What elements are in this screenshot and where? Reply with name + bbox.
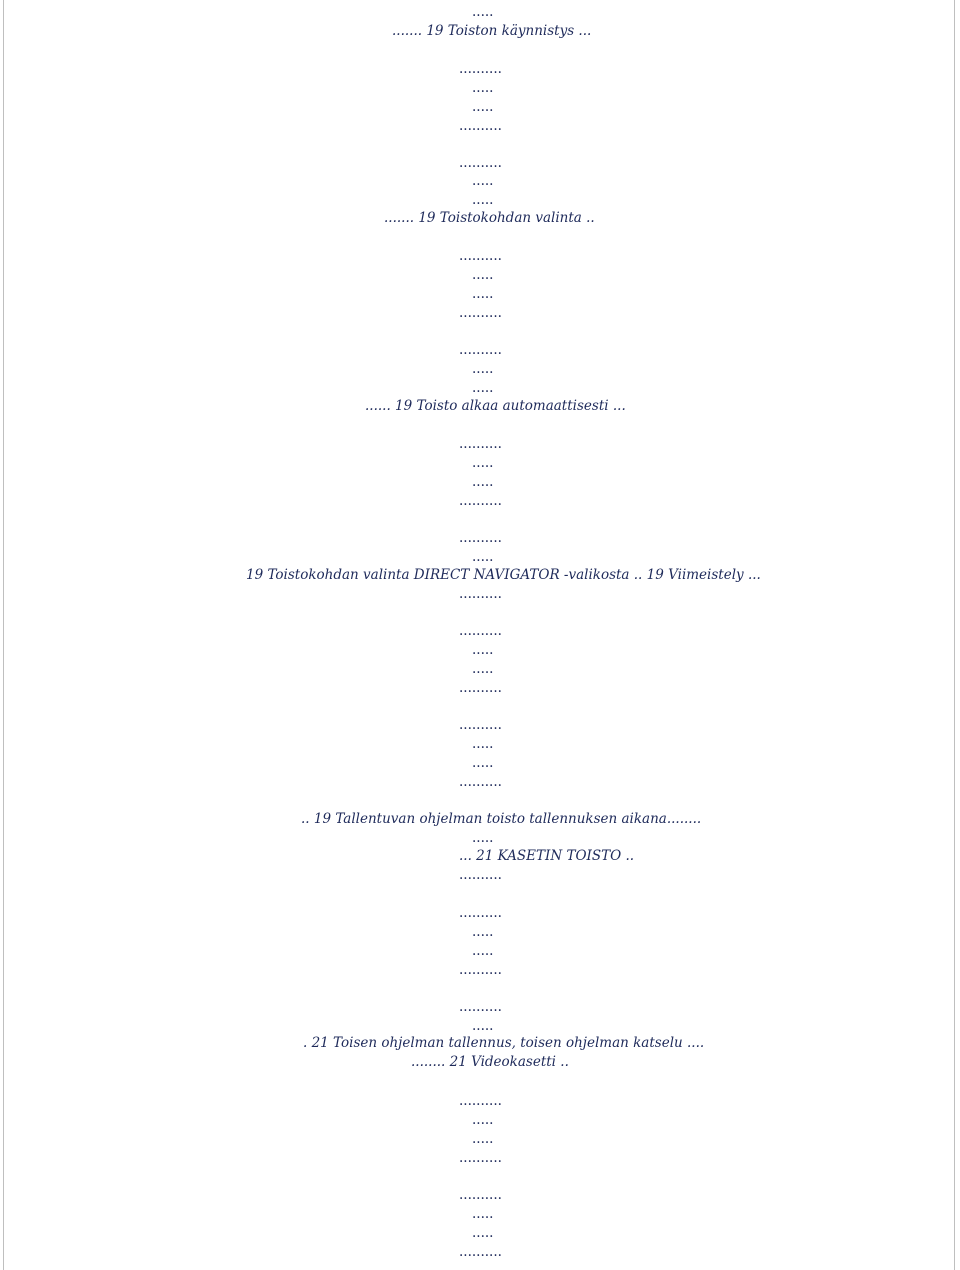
dot-leader: ..... [472, 380, 494, 396]
dot-leader: .......... [459, 623, 502, 639]
dot-leader: ..... [472, 830, 494, 846]
dot-leader: ..... [472, 642, 494, 658]
toc-entry-toistokohdan-valinta[interactable]: ....... 19 Toistokohdan valinta .. [384, 210, 595, 226]
dot-leader: ..... [472, 361, 494, 377]
dot-leader: .......... [459, 155, 502, 171]
toc-entry-direct-navigator-viimeistely[interactable]: 19 Toistokohdan valinta DIRECT NAVIGATOR -valikosta .. 19 Viimeistely ... [246, 567, 761, 583]
dot-leader: .......... [459, 530, 502, 546]
dot-leader: ..... [472, 173, 494, 189]
dot-leader: ..... [472, 286, 494, 302]
dot-leader: ..... [472, 755, 494, 771]
dot-leader: .......... [459, 342, 502, 358]
dot-leader: .......... [459, 905, 502, 921]
dot-leader: ..... [472, 1225, 494, 1241]
toc-entry-toisto-alkaa-automaattisesti[interactable]: ...... 19 Toisto alkaa automaattisesti ... [365, 398, 626, 414]
toc-entry-toiston-kaynnistys[interactable]: ....... 19 Toiston käynnistys ... [392, 23, 592, 39]
dot-leader: .......... [459, 999, 502, 1015]
dot-leader: .......... [459, 586, 502, 602]
dot-leader: .......... [459, 1244, 502, 1260]
dot-leader: .......... [459, 436, 502, 452]
dot-leader: ..... [472, 99, 494, 115]
dot-leader: .......... [459, 305, 502, 321]
dot-leader: ..... [472, 1131, 494, 1147]
dot-leader: ..... [472, 192, 494, 208]
toc-entry-videokasetti[interactable]: ........ 21 Videokasetti .. [411, 1054, 569, 1070]
dot-leader: .......... [459, 962, 502, 978]
dot-leader: .......... [459, 1187, 502, 1203]
dot-leader: ..... [472, 455, 494, 471]
dot-leader: .......... [459, 867, 502, 883]
dot-leader: .......... [459, 248, 502, 264]
dot-leader: .......... [459, 717, 502, 733]
dot-leader: ..... [472, 736, 494, 752]
toc-entry-toisen-ohjelman-tallennus[interactable]: . 21 Toisen ohjelman tallennus, toisen ohjelman katselu .... [303, 1035, 705, 1051]
toc-entry-tallentuvan-ohjelman-toisto[interactable]: .. 19 Tallentuvan ohjelman toisto tallennuksen aikana........ [301, 811, 702, 827]
dot-leader: ..... [472, 661, 494, 677]
dot-leader: ..... [472, 1018, 494, 1034]
dot-leader: .......... [459, 680, 502, 696]
dot-leader: ..... [472, 549, 494, 565]
dot-leader: .......... [459, 61, 502, 77]
dot-leader: ..... [472, 80, 494, 96]
dot-leader: .......... [459, 1150, 502, 1166]
dot-leader: ..... [472, 1206, 494, 1222]
dot-leader: ..... [472, 943, 494, 959]
dot-leader: .......... [459, 774, 502, 790]
dot-leader: ..... [472, 474, 494, 490]
dot-leader: .......... [459, 118, 502, 134]
dot-leader: ..... [472, 1112, 494, 1128]
dot-leader: ..... [472, 924, 494, 940]
toc-entry-kasetin-toisto[interactable]: ... 21 KASETIN TOISTO .. [459, 848, 635, 864]
dot-leader: .......... [459, 1093, 502, 1109]
dot-leader: .......... [459, 493, 502, 509]
dot-leader: ..... [472, 4, 494, 20]
dot-leader: ..... [472, 267, 494, 283]
